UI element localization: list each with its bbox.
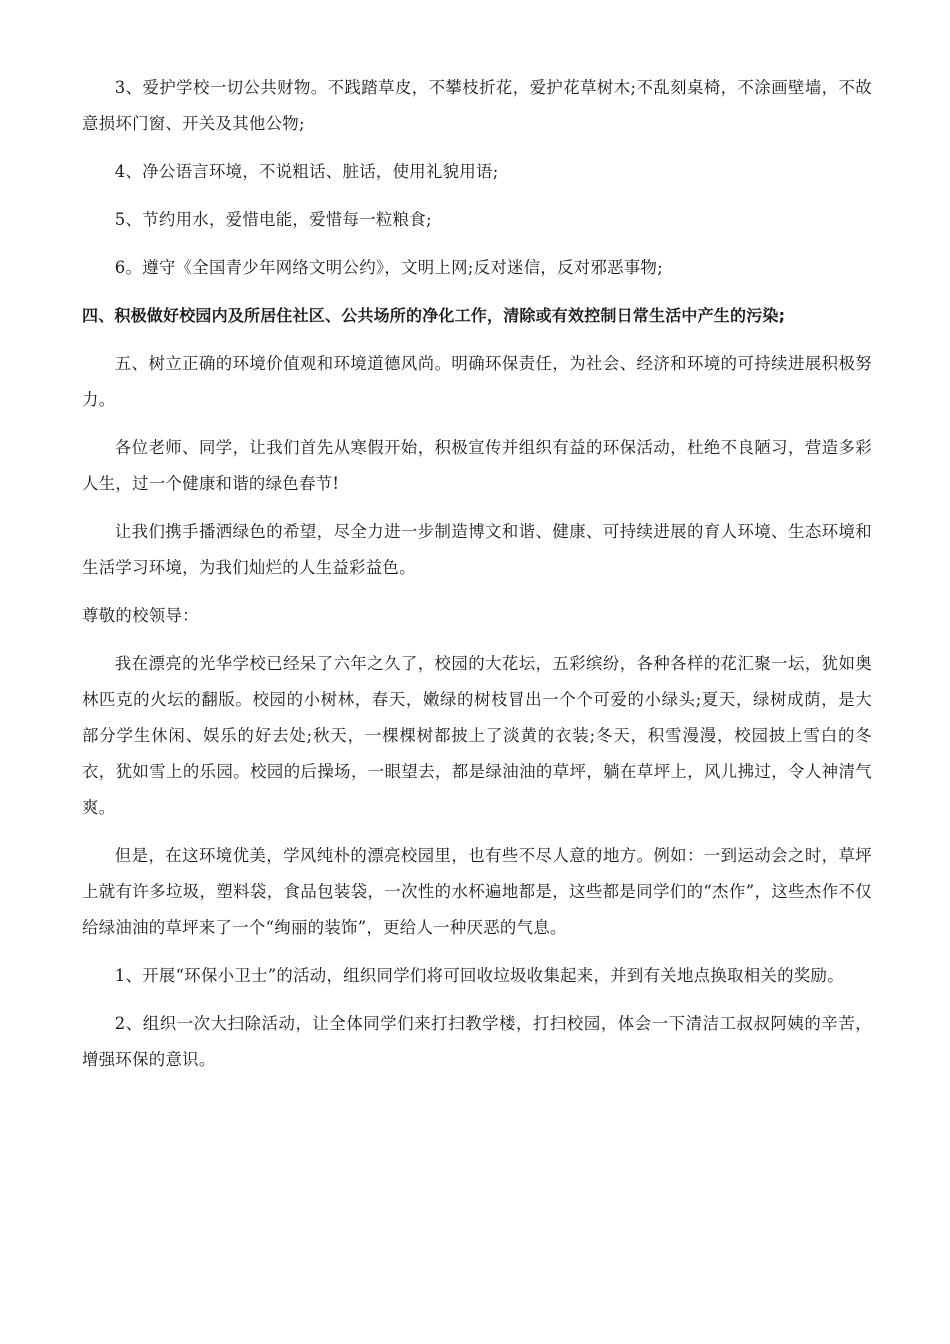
letter-body-campus: 我在漂亮的光华学校已经呆了六年之久了，校园的大花坛，五彩缤纷，各种各样的花汇聚一坛，犹如奥林匹克的火坛的翻版。校园的小树林，春天，嫩绿的树枝冒出一个个可爱的小绿头;夏天，绿树成荫，是大部分学生休闲、娱乐的好去处;秋天，一棵棵树都披上了淡黄的衣装;冬天，积雪漫漫，校园披上雪白的冬衣，犹如雪上的乐园。校园的后操场，一眼望去，都是绿油油的草坪，躺在草坪上，风儿拂过，令人神清气爽。 bbox=[82, 654, 872, 817]
paragraph-item-6: 6。遵守《全国青少年网络文明公约》，文明上网;反对迷信，反对邪恶事物; bbox=[114, 258, 664, 277]
section-heading-four: 四、积极做好校园内及所居住社区、公共场所的净化工作，清除或有效控制日常生活中产生的污染; bbox=[82, 306, 786, 325]
paragraph-item-5: 5、节约用水，爱惜电能，爱惜每一粒粮食; bbox=[114, 210, 432, 229]
closing-hope: 让我们携手播洒绿色的希望，尽全力进一步制造博文和谐、健康、可持续进展的育人环境、生态环境和生活学习环境，为我们灿烂的人生益彩益色。 bbox=[82, 522, 872, 577]
letter-body-problem: 但是，在这环境优美，学风纯朴的漂亮校园里，也有些不尽人意的地方。例如：一到运动会之时，草坪上就有许多垃圾，塑料袋，食品包装袋，一次性的水杯遍地都是，这些都是同学们的“杰作”，这些杰作不仅给绿油油的草坪来了一个“绚丽的装饰”，更给人一种厌恶的气息。 bbox=[82, 846, 872, 937]
section-five: 五、树立正确的环境价值观和环境道德风尚。明确环保责任，为社会、经济和环境的可持续进展积极努力。 bbox=[82, 354, 872, 409]
suggestion-item-2: 2、组织一次大扫除活动，让全体同学们来打扫教学楼，打扫校园，体会一下清洁工叔叔阿姨的辛苦，增强环保的意识。 bbox=[82, 1014, 872, 1069]
paragraph-item-4: 4、净公语言环境，不说粗话、脏话，使用礼貌用语; bbox=[114, 162, 499, 181]
suggestion-item-1: 1、开展“环保小卫士”的活动，组织同学们将可回收垃圾收集起来，并到有关地点换取相关的奖励。 bbox=[114, 966, 844, 985]
paragraph-item-3: 3、爱护学校一切公共财物。不践踏草皮，不攀枝折花，爱护花草树木;不乱刻桌椅，不涂画壁墙，不故意损坏门窗、开关及其他公物; bbox=[82, 78, 872, 133]
document-page bbox=[82, 70, 872, 1090]
closing-appeal: 各位老师、同学，让我们首先从寒假开始，积极宣传并组织有益的环保活动，杜绝不良陋习，营造多彩人生，过一个健康和谐的绿色春节! bbox=[82, 438, 872, 493]
letter-salutation: 尊敬的校领导： bbox=[82, 606, 199, 625]
